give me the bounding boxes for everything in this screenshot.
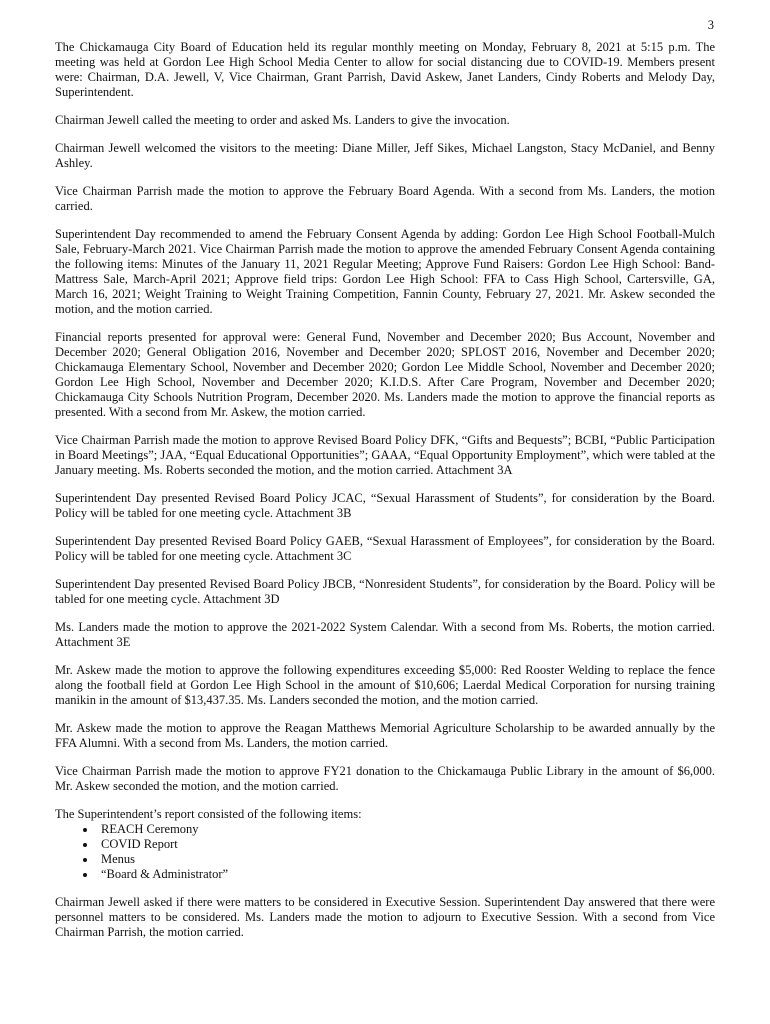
list-item: • “Board & Administrator” [97,867,715,882]
paragraph-expenditures: Mr. Askew made the motion to approve the following expenditures exceeding $5,000: Red Rooster Welding to replace the fence along the football field at Gordon Lee High School in the amount of $10,606; Laerdal Medical Corporation for nursing training manikin in the amount of $13,437.35. Ms. Landers seconded the motion, and the motion carried. [55,663,715,707]
paragraph-board-agenda: Vice Chairman Parrish made the motion to approve the February Board Agenda. With a second from Ms. Landers, the motion carried. [55,184,715,213]
paragraph-policy-jbcb: Superintendent Day presented Revised Board Policy JBCB, “Nonresident Students”, for consideration by the Board. Policy will be tabled for one meeting cycle. Attachment 3D [55,577,715,606]
paragraph-consent-agenda: Superintendent Day recommended to amend the February Consent Agenda by adding: Gordon Lee High School Football-Mulch Sale, February-March 2021. Vice Chairman Parrish made the motion to approve the amended February Consent Agenda containing the following items: Minutes of the January 11, 2021 Regular Meeting; Approve Fund Raisers: Gordon Lee High School: Band-Mattress Sale, March-April 2021; Approve field trips: Gordon Lee High School: FFA to Cass High School, Cartersville, GA, March 16, 2021; Weight Training to Weight Training Competition, Fannin County, February 27, 2021. Mr. Askew seconded the motion, and the motion carried. [55,227,715,316]
paragraph-library-donation: Vice Chairman Parrish made the motion to approve FY21 donation to the Chickamauga Public Library in the amount of $6,000. Mr. Askew seconded the motion, and the motion carried. [55,764,715,793]
list-item: • Menus [97,852,715,867]
paragraph-meeting-opening: The Chickamauga City Board of Education held its regular monthly meeting on Monday, February 8, 2021 at 5:15 p.m. The meeting was held at Gordon Lee High School Media Center to allow for social distancing due to COVID-19. Members present were: Chairman, D.A. Jewell, V, Vice Chairman, Grant Parrish, David Askew, Janet Landers, Cindy Roberts and Melody Day, Superintendent. [55,40,715,99]
meeting-minutes [55,40,715,953]
paragraph-policy-jcac: Superintendent Day presented Revised Board Policy JCAC, “Sexual Harassment of Students”, for consideration by the Board. Policy will be tabled for one meeting cycle. Attachment 3B [55,491,715,520]
list-item: • COVID Report [97,837,715,852]
paragraph-scholarship: Mr. Askew made the motion to approve the Reagan Matthews Memorial Agriculture Scholarship to be awarded annually by the FFA Alumni. With a second from Ms. Landers, the motion carried. [55,721,715,750]
paragraph-policy-gaeb: Superintendent Day presented Revised Board Policy GAEB, “Sexual Harassment of Employees”, for consideration by the Board. Policy will be tabled for one meeting cycle. Attachment 3C [55,534,715,563]
superintendent-report-list [55,822,715,882]
paragraph-visitors: Chairman Jewell welcomed the visitors to the meeting: Diane Miller, Jeff Sikes, Michael Langston, Stacy McDaniel, and Benny Ashley. [55,141,715,170]
paragraph-call-to-order: Chairman Jewell called the meeting to order and asked Ms. Landers to give the invocation. [55,113,510,127]
paragraph-executive-session: Chairman Jewell asked if there were matters to be considered in Executive Session. Superintendent Day answered that there were personnel matters to be considered. Ms. Landers made the motion to adjourn to Executive Session. With a second from Vice Chairman Parrish, the motion carried. [55,895,715,939]
page-number: 3 [707,18,714,32]
paragraph-revised-policies: Vice Chairman Parrish made the motion to approve Revised Board Policy DFK, “Gifts and Bequests”; BCBI, “Public Participation in Board Meetings”; JAA, “Equal Educational Opportunities”; GAAA, “Equal Opportunity Employment”, which were tabled at the January meeting. Ms. Roberts seconded the motion, and the motion carried. Attachment 3A [55,433,715,477]
list-item: • REACH Ceremony [97,822,715,837]
paragraph-financial-reports: Financial reports presented for approval were: General Fund, November and December 2020; Bus Account, November and December 2020; General Obligation 2016, November and December 2020; SPLOST 2016, November and December 2020; Chickamauga Elementary School, November and December 2020; Gordon Lee Middle School, November and December 2020; Gordon Lee High School, November and December 2020; K.I.D.S. After Care Program, November and December 2020; Chickamauga City Schools Nutrition Program, December 2020. Ms. Landers made the motion to approve the financial reports as presented. With a second from Mr. Askew, the motion carried. [55,330,715,419]
superintendent-report-intro: The Superintendent’s report consisted of the following items: [55,807,362,821]
paragraph-system-calendar: Ms. Landers made the motion to approve the 2021-2022 System Calendar. With a second from Ms. Roberts, the motion carried. Attachment 3E [55,620,715,649]
